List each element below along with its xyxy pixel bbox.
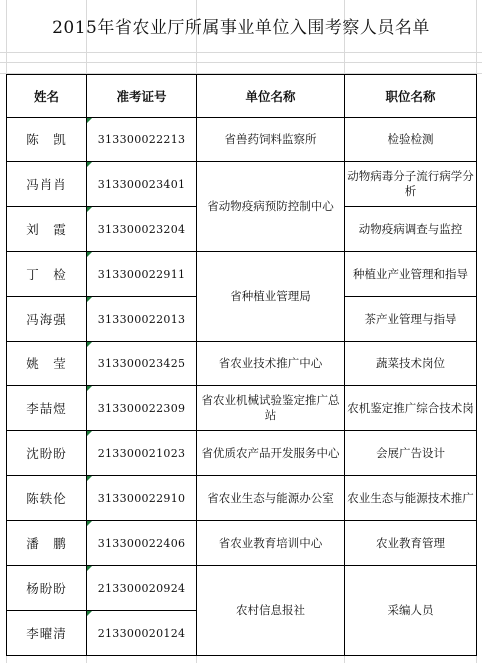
cell-exam-no[interactable]: 313300023425 (87, 342, 197, 386)
cell-name[interactable]: 冯海强 (7, 297, 87, 342)
cell-name[interactable]: 冯肖肖 (7, 162, 87, 207)
cell-name[interactable]: 沈盼盼 (7, 431, 87, 476)
table-row (7, 386, 477, 431)
cell-name[interactable]: 刘 霞 (7, 207, 87, 252)
cell-post[interactable]: 蔬菜技术岗位 (345, 342, 477, 386)
cell-name[interactable]: 陈 凯 (7, 118, 87, 162)
table-row (7, 566, 477, 611)
cell-unit[interactable]: 省种植业管理局 (197, 252, 345, 342)
cell-unit[interactable]: 省动物疫病预防控制中心 (197, 162, 345, 252)
cell-name[interactable]: 李喆煜 (7, 386, 87, 431)
cell-unit[interactable]: 省农业技术推广中心 (197, 342, 345, 386)
cell-exam-no[interactable]: 213300020924 (87, 566, 197, 611)
cell-name[interactable]: 丁 检 (7, 252, 87, 297)
header-unit[interactable]: 单位名称 (197, 75, 345, 118)
cell-exam-no[interactable]: 313300022910 (87, 476, 197, 521)
cell-post[interactable]: 检验检测 (345, 118, 477, 162)
cell-name[interactable]: 姚 莹 (7, 342, 87, 386)
cell-unit[interactable]: 省优质农产品开发服务中心 (197, 431, 345, 476)
cell-exam-no[interactable]: 313300022013 (87, 297, 197, 342)
cell-post[interactable]: 茶产业管理与指导 (345, 297, 477, 342)
cell-exam-no[interactable]: 313300023401 (87, 162, 197, 207)
table-row (7, 162, 477, 207)
table-row (7, 431, 477, 476)
cell-post[interactable]: 种植业产业管理和指导 (345, 252, 477, 297)
table-row (7, 521, 477, 566)
header-name[interactable]: 姓名 (7, 75, 87, 118)
header-post[interactable]: 职位名称 (345, 75, 477, 118)
table-row (7, 118, 477, 162)
cell-name[interactable]: 潘 鹏 (7, 521, 87, 566)
cell-exam-no[interactable]: 213300020124 (87, 611, 197, 656)
cell-exam-no[interactable]: 313300022213 (87, 118, 197, 162)
cell-exam-no[interactable]: 313300023204 (87, 207, 197, 252)
cell-exam-no[interactable]: 213300021023 (87, 431, 197, 476)
page-title: 2015年省农业厅所属事业单位入围考察人员名单 (52, 18, 430, 38)
cell-unit[interactable]: 农村信息报社 (197, 566, 345, 656)
cell-post[interactable]: 采编人员 (345, 566, 477, 656)
table-row (7, 342, 477, 386)
cell-post[interactable]: 动物疫病调查与监控 (345, 207, 477, 252)
cell-exam-no[interactable]: 313300022406 (87, 521, 197, 566)
table-row (7, 252, 477, 297)
header-exam-no[interactable]: 准考证号 (87, 75, 197, 118)
gridline (0, 52, 482, 53)
cell-post[interactable]: 会展广告设计 (345, 431, 477, 476)
cell-post[interactable]: 农业生态与能源技术推广 (345, 476, 477, 521)
table-row (7, 476, 477, 521)
cell-unit[interactable]: 省农业生态与能源办公室 (197, 476, 345, 521)
cell-post[interactable]: 农业教育管理 (345, 521, 477, 566)
cell-post[interactable]: 动物病毒分子流行病学分析 (345, 162, 477, 207)
cell-name[interactable]: 李曜清 (7, 611, 87, 656)
cell-exam-no[interactable]: 313300022309 (87, 386, 197, 431)
cell-unit[interactable]: 省兽药饲料监察所 (197, 118, 345, 162)
table-header-row (7, 75, 477, 118)
cell-name[interactable]: 陈轶伦 (7, 476, 87, 521)
cell-unit[interactable]: 省农业教育培训中心 (197, 521, 345, 566)
roster-table (6, 74, 477, 656)
cell-name[interactable]: 杨盼盼 (7, 566, 87, 611)
cell-unit[interactable]: 省农业机械试验鉴定推广总站 (197, 386, 345, 431)
cell-exam-no[interactable]: 313300022911 (87, 252, 197, 297)
gridline (0, 62, 482, 63)
cell-post[interactable]: 农机鉴定推广综合技术岗 (345, 386, 477, 431)
